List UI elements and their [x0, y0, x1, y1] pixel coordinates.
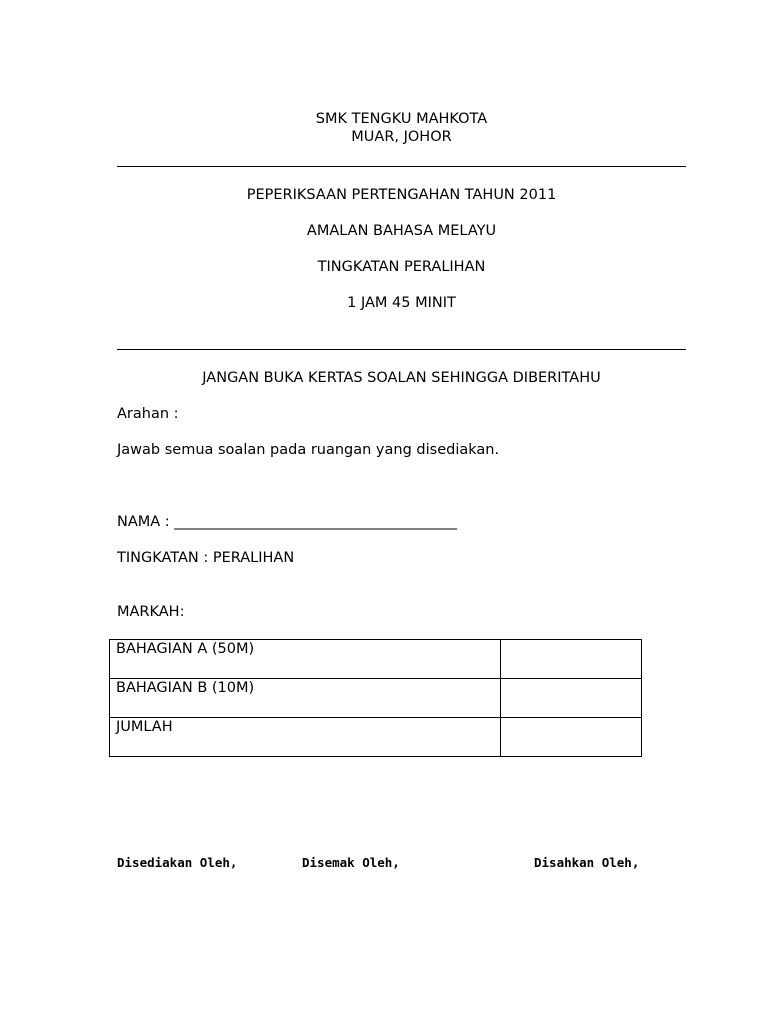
marks-table: [109, 639, 642, 757]
marks-row-value: [501, 718, 642, 757]
signature-approved: Disahkan Oleh,: [534, 855, 640, 870]
table-row: [110, 640, 642, 679]
exam-subject: AMALAN BAHASA MELAYU: [306, 223, 497, 239]
exam-level: TINGKATAN PERALIHAN: [317, 259, 486, 275]
marks-row-value: [501, 640, 642, 679]
divider-top: [117, 166, 686, 167]
divider-middle: [117, 349, 686, 350]
exam-duration: 1 JAM 45 MINIT: [347, 295, 456, 311]
marks-row-label: JUMLAH: [110, 718, 501, 757]
table-row: [110, 679, 642, 718]
marks-row-label: BAHAGIAN A (50M): [110, 640, 501, 679]
class-field: TINGKATAN : PERALIHAN: [117, 550, 295, 566]
name-field: NAMA : _______________________________________: [117, 514, 458, 530]
instruction-text: Jawab semua soalan pada ruangan yang disediakan.: [117, 442, 500, 458]
marks-label: MARKAH:: [117, 604, 185, 620]
marks-row-value: [501, 679, 642, 718]
signature-prepared: Disediakan Oleh,: [117, 855, 238, 870]
instruction-warning: JANGAN BUKA KERTAS SOALAN SEHINGGA DIBERITAHU: [202, 370, 601, 386]
table-row: [110, 718, 642, 757]
signature-checked: Disemak Oleh,: [302, 855, 400, 870]
school-location: MUAR, JOHOR: [351, 129, 452, 145]
school-name: SMK TENGKU MAHKOTA: [315, 111, 488, 127]
instruction-heading: Arahan :: [117, 406, 179, 422]
exam-title: PEPERIKSAAN PERTENGAHAN TAHUN 2011: [246, 187, 557, 203]
marks-row-label: BAHAGIAN B (10M): [110, 679, 501, 718]
